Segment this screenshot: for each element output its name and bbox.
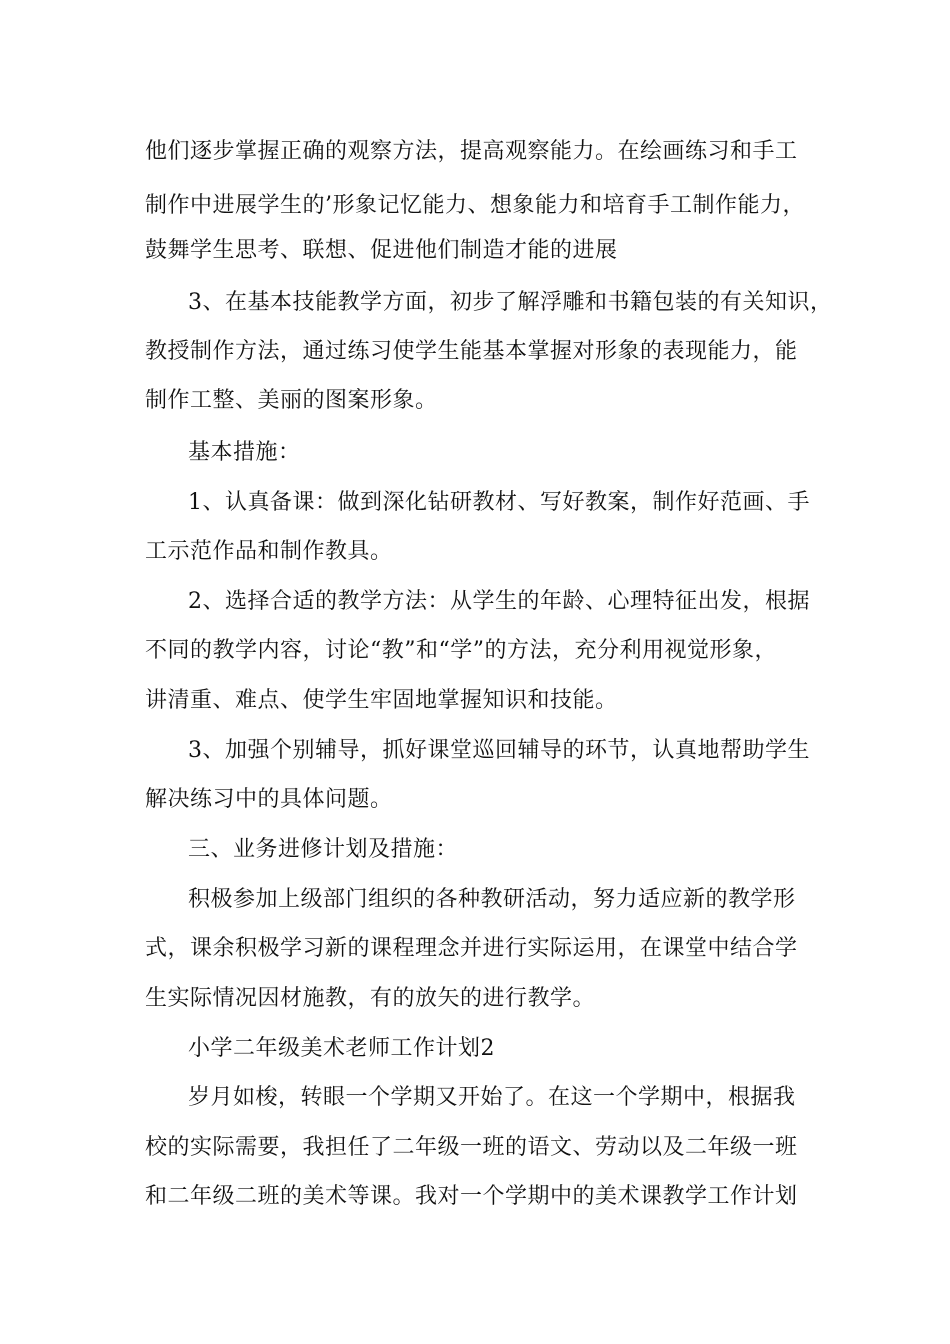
text-line: 校的实际需要，我担任了二年级一班的语文、劳动以及二年级一班 (145, 1135, 798, 1160)
document-subtitle: 小学二年级美术老师工作计划2 (188, 1036, 495, 1061)
text-line: 工示范作品和制作教具。 (145, 539, 393, 564)
text-line: 式，课余积极学习新的课程理念并进行实际运用，在课堂中结合学 (145, 936, 798, 961)
text-line: 制作工整、美丽的图案形象。 (145, 388, 438, 413)
text-line: 和二年级二班的美术等课。我对一个学期中的美术课教学工作计划 (145, 1184, 798, 1209)
section-heading: 三、业务进修计划及措施： (188, 837, 459, 862)
text-line: 生实际情况因材施教，有的放矢的进行教学。 (145, 986, 596, 1011)
text-line: 3、在基本技能教学方面，初步了解浮雕和书籍包装的有关知识， (188, 290, 833, 315)
text-line: 岁月如梭，转眼一个学期又开始了。在这一个学期中，根据我 (188, 1085, 796, 1110)
text-line: 3、加强个别辅导，抓好课堂巡回辅导的环节，认真地帮助学生 (188, 738, 810, 763)
text-line: 积极参加上级部门组织的各种教研活动，努力适应新的教学形 (188, 887, 796, 912)
section-heading: 基本措施： (188, 440, 301, 465)
text-line: 他们逐步掌握正确的观察方法，提高观察能力。在绘画练习和手工 (145, 139, 798, 164)
text-line: 2、选择合适的教学方法：从学生的年龄、心理特征出发，根据 (188, 589, 810, 614)
text-line: 鼓舞学生思考、联想、促进他们制造才能的进展 (145, 238, 618, 263)
text-line: 讲清重、难点、使学生牢固地掌握知识和技能。 (145, 688, 618, 713)
text-line: 不同的教学内容，讨论“教”和“学”的方法，充分利用视觉形象， (145, 638, 777, 663)
text-line: 解决练习中的具体问题。 (145, 787, 393, 812)
text-line: 教授制作方法，通过练习使学生能基本掌握对形象的表现能力，能 (145, 339, 798, 364)
text-line: 1、认真备课：做到深化钻研教材、写好教案，制作好范画、手 (188, 490, 810, 515)
text-line: 制作中进展学生的’形象记忆能力、想象能力和培育手工制作能力， (145, 193, 805, 218)
